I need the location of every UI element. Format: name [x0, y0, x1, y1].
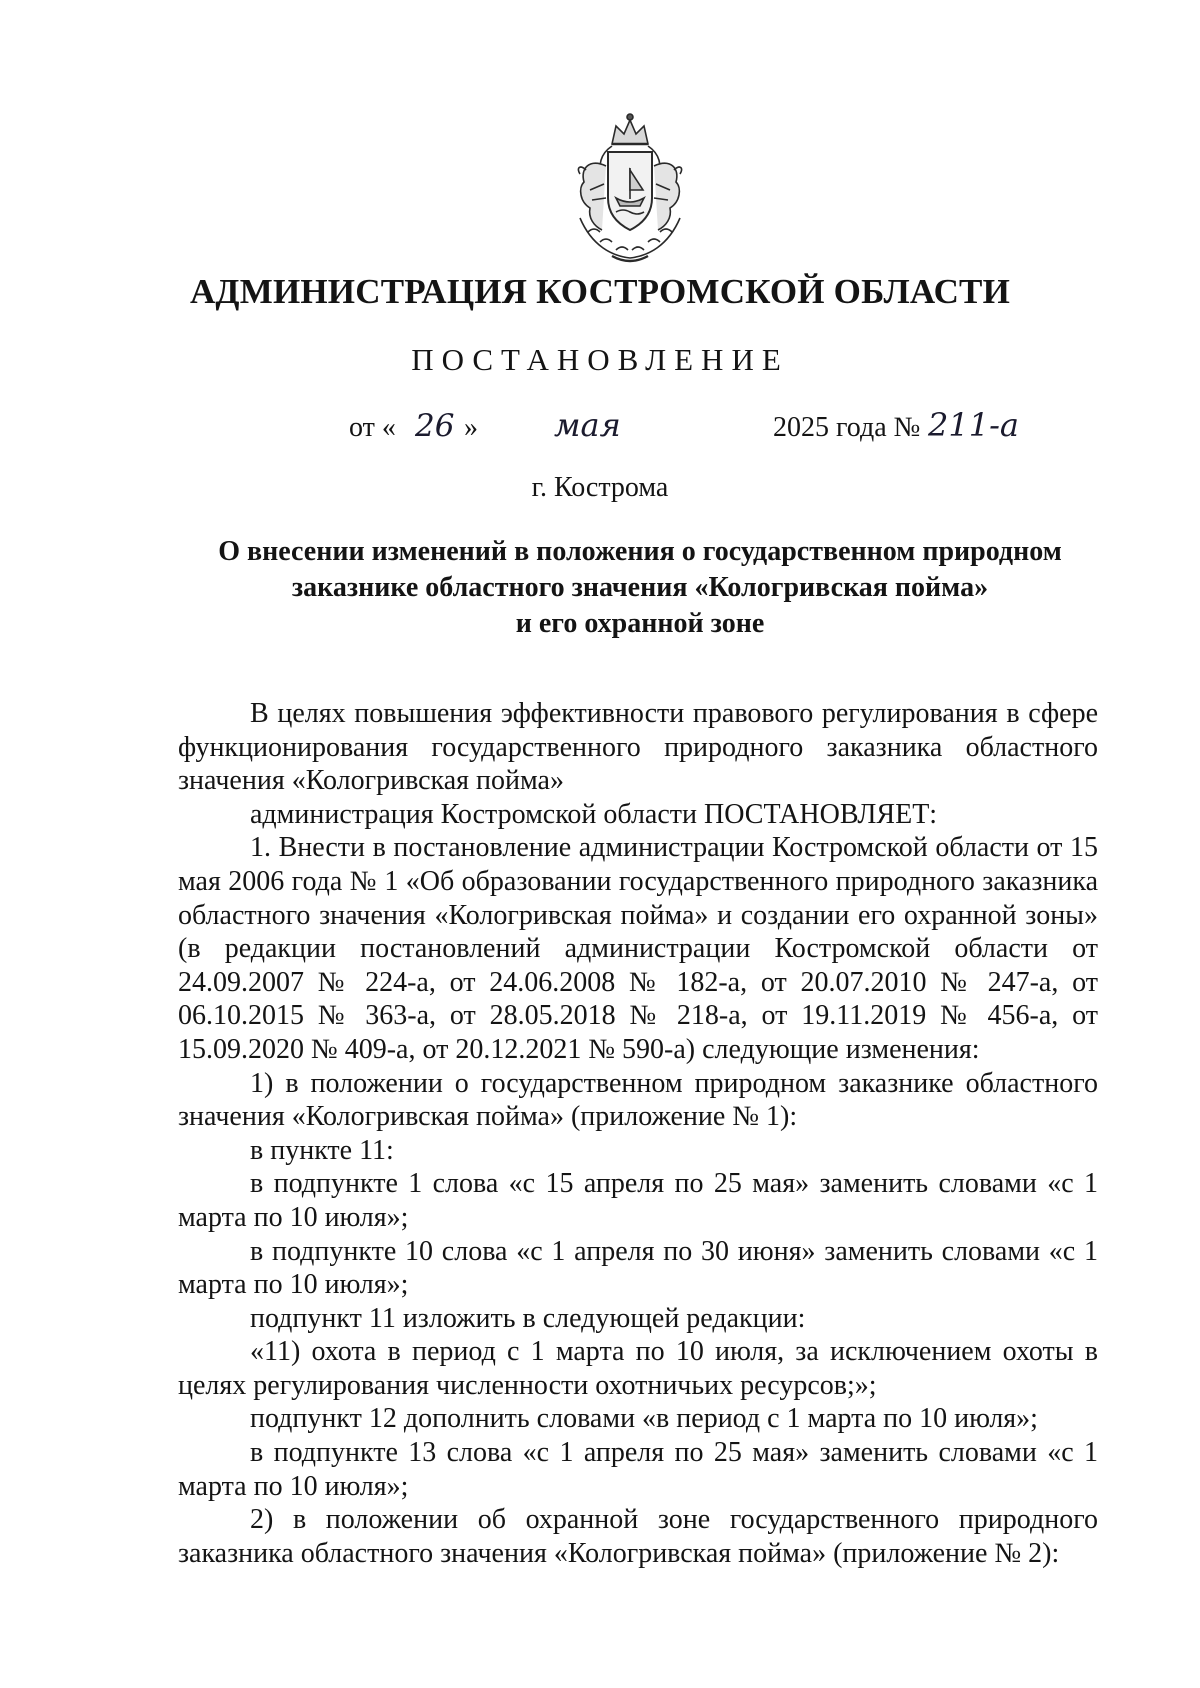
body-paragraph: в подпункте 1 слова «с 15 апреля по 25 мая» заменить словами «с 1 марта по 10 июля»; [178, 1168, 1098, 1233]
document-type: ПОСТАНОВЛЕНИЕ [411, 342, 789, 377]
body-paragraph: в пункте 11: [250, 1134, 394, 1166]
date-line [0, 406, 1200, 458]
subject-line: заказнике областного значения «Кологривская пойма» [291, 572, 989, 603]
coat-of-arms-icon [550, 106, 710, 266]
body-paragraph: 1) в положении о государственном природном заказнике областного значения «Кологривская пойма» (приложение № 1): [178, 1067, 1098, 1133]
city-line: г. Кострома [531, 472, 669, 503]
organization-title: АДМИНИСТРАЦИЯ КОСТРОМСКОЙ ОБЛАСТИ [189, 272, 1011, 311]
date-year-label: 2025 года № [773, 412, 921, 443]
body-paragraph: подпункт 11 изложить в следующей редакции: [250, 1302, 806, 1334]
subject-line: и его охранной зоне [515, 608, 765, 639]
date-day-handwritten: 26 [415, 408, 455, 444]
body-paragraph: 1. Внести в постановление администрации Костромской области от 15 мая 2006 года № 1 «Об образовании государственного природного заказника областного значения «Кологривская пойма» и создании его охранной зоны» (в редакции постановлений администрации Костромской области от 24.09.2007 № 224-а, от 24.06.2008 № 182-а, от 20.07.2010 № 247-а, от 06.10.2015 № 363-а, от 28.05.2018 № 218-а, от 19.11.2019 № 456-а, от 15.09.2020 № 409-а, от 20.12.2021 № 590-а) следующие изменения: [178, 832, 1098, 1065]
body-paragraph: в подпункте 10 слова «с 1 апреля по 30 июня» заменить словами «с 1 марта по 10 июля»; [178, 1235, 1098, 1301]
body-paragraph: подпункт 12 дополнить словами «в период с 1 марта по 10 июля»; [250, 1403, 1038, 1435]
body-paragraph: администрация Костромской области ПОСТАНОВЛЯЕТ: [250, 798, 938, 830]
document-subject [180, 534, 1100, 642]
subject-line: О внесении изменений в положения о государственном природном [218, 536, 1062, 567]
body-paragraph: в подпункте 13 слова «с 1 апреля по 25 мая» заменить словами «с 1 марта по 10 июля»; [178, 1437, 1098, 1502]
body-paragraph: «11) охота в период с 1 марта по 10 июля, за исключением охоты в целях регулирования численности охотничьих ресурсов;»; [178, 1336, 1098, 1401]
date-from-label: от « [349, 412, 396, 443]
date-month-handwritten: мая [554, 406, 621, 444]
date-close-quote: » [464, 412, 478, 443]
body-paragraph: В целях повышения эффективности правового регулирования в сфере функционирования государственного природного заказника областного значения «Кологривская пойма» [178, 698, 1098, 797]
body-paragraph: 2) в положении об охранной зоне государственного природного заказника областного значения «Кологривская пойма» (приложение № 2): [178, 1504, 1098, 1569]
document-body [178, 697, 1098, 1570]
document-number-handwritten: 211-а [928, 406, 1019, 444]
